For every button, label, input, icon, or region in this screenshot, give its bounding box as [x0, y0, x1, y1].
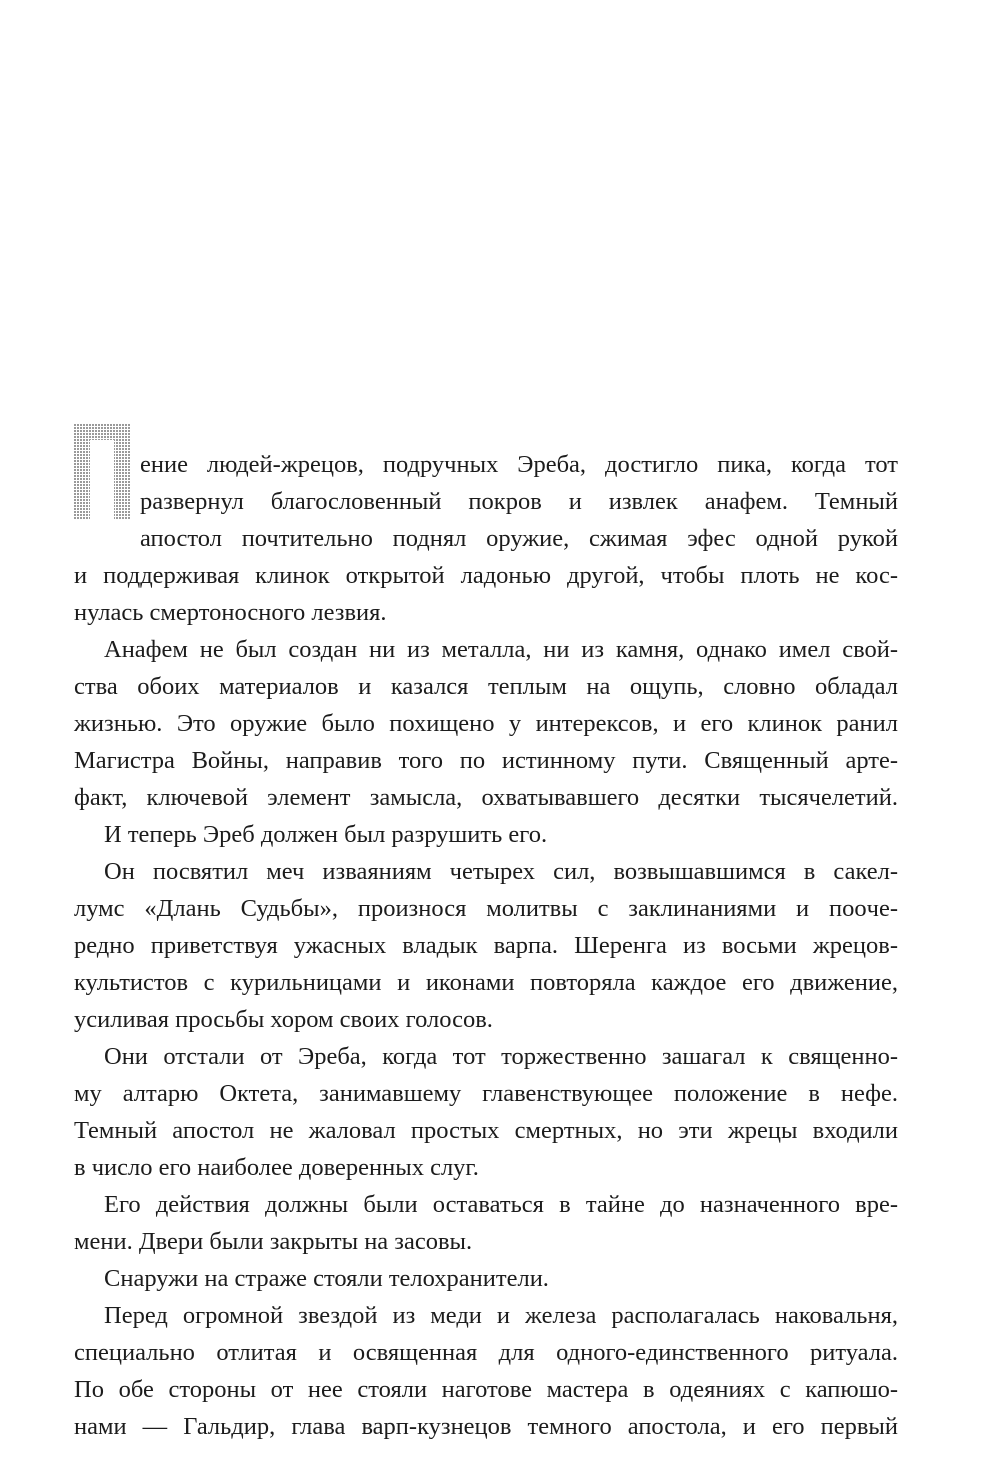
body-text: [74, 446, 898, 1445]
text-line: факт, ключевой элемент замысла, охватывавшего десятки тысячелетий.: [74, 784, 898, 811]
text-line: му алтарю Октета, занимавшему главенствующее положение в нефе.: [74, 1080, 898, 1107]
text-line: Анафем не был создан ни из металла, ни из камня, однако имел свой-: [104, 636, 898, 663]
text-line: ства обоих материалов и казался теплым на ощупь, словно обладал: [74, 673, 898, 700]
text-line: нами — Гальдир, глава варп-кузнецов темного апостола, и его первый: [74, 1413, 898, 1440]
text-line: Его действия должны были оставаться в тайне до назначенного вре-: [104, 1191, 898, 1218]
text-line: По обе стороны от нее стояли наготове мастера в одеяниях с капюшо-: [74, 1376, 898, 1403]
text-line: Снаружи на страже стояли телохранители.: [104, 1265, 549, 1292]
text-line: культистов с курильницами и иконами повторяла каждое его движение,: [74, 969, 898, 996]
text-line: специально отлитая и освященная для одного-единственного ритуала.: [74, 1339, 898, 1366]
text-line: И теперь Эреб должен был разрушить его.: [104, 821, 548, 848]
text-line: усиливая просьбы хором своих голосов.: [74, 1006, 493, 1033]
text-line: Перед огромной звездой из меди и железа располагалась наковальня,: [104, 1302, 898, 1329]
text-line: редно приветствуя ужасных владык варпа. Шеренга из восьми жрецов-: [74, 932, 898, 959]
text-line: Магистра Войны, направив того по истинному пути. Священный арте-: [74, 747, 898, 774]
text-line: нулась смертоносного лезвия.: [74, 599, 387, 626]
text-line: в число его наиболее доверенных слуг.: [74, 1154, 479, 1181]
text-line: Он посвятил меч изваяниям четырех сил, возвышавшимся в сакел-: [104, 858, 898, 885]
text-line: развернул благословенный покров и извлек анафем. Темный: [140, 488, 898, 515]
text-line: Темный апостол не жаловал простых смертных, но эти жрецы входили: [74, 1117, 898, 1144]
text-line: ение людей-жрецов, подручных Эреба, достигло пика, когда тот: [140, 451, 898, 478]
text-line: жизнью. Это оружие было похищено у интерексов, и его клинок ранил: [74, 710, 898, 737]
text-line: Они отстали от Эреба, когда тот торжественно зашагал к священно-: [104, 1043, 898, 1070]
text-line: лумс «Длань Судьбы», произнося молитвы с заклинаниями и поoче-: [74, 895, 898, 922]
text-line: мени. Двери были закрыты на засовы.: [74, 1228, 473, 1255]
text-line: и поддерживая клинок открытой ладонью другой, чтобы плоть не кос-: [74, 562, 898, 589]
text-line: апостол почтительно поднял оружие, сжимая эфес одной рукой: [140, 525, 898, 552]
